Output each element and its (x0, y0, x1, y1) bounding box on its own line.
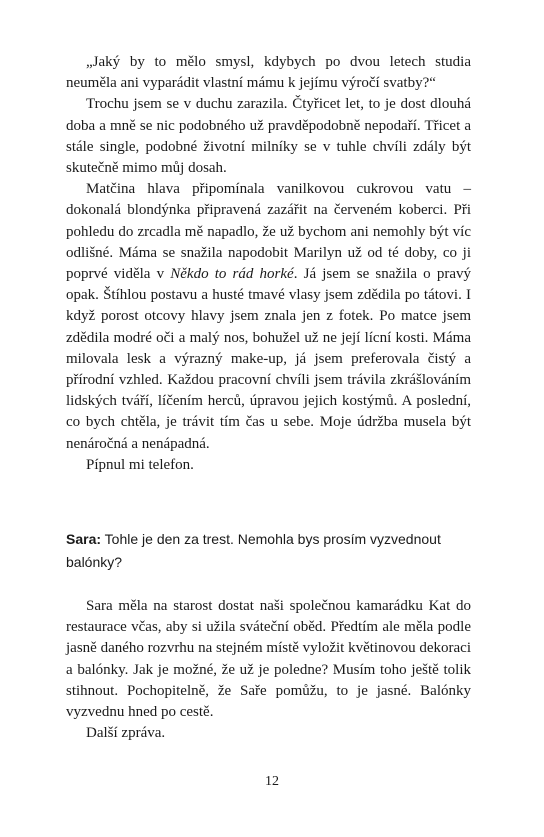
message-text: Tohle je den za trest. Nemohla bys prosím vyzvednout balónky? (66, 531, 441, 570)
paragraph: Trochu jsem se v duchu zarazila. Čtyřicet let, to je dost dlouhá doba a mně se nic podobného už pravděpodobně nepodaří. Třicet a stále single, podobné životní milníky se v tuhle chvíli zdály být skutečně mimo můj dosah. (66, 96, 471, 177)
text-block-top (66, 52, 471, 476)
paragraph (66, 179, 471, 455)
message-sender: Sara: (66, 531, 102, 547)
paragraph-text: Matčina hlava připomínala vanilkovou cukrovou vatu – dokonalá blondýnka připravená zazářit na červeném koberci. Při pohledu do zrcadla mě napadlo, že už bychom ani nemohly být víc odlišné. Máma se snažila napodobit Marilyn už od té doby, co ji poprvé viděla v (66, 181, 471, 283)
paragraph: „Jaký by to mělo smysl, kdybych po dvou letech studia neuměla ani vyparádit vlastní mámu k jejímu výročí svatby?“ (66, 54, 471, 92)
paragraph: Pípnul mi telefon. (86, 456, 194, 473)
paragraph-text: . Já jsem se snažila o pravý opak. Štíhlou postavu a husté tmavé vlasy jsem zdědila po tátovi. I když porost otcovy hlavy jsem znala jen z fotek. Po matce jsem zdědila modré oči a malý nos, bohužel už ne její lícní kosti. Máma milovala lesk a výrazný make-up, já jsem preferovala čistý a přírodní vzhled. Každou pracovní chvíli jsem trávila zkrášlováním lidských tváří, líčením herců, úpravou jejich kostýmů. A poslední, co bych chtěla, je trávit tím čas u sebe. Moje údržba musela být nenáročná a nenápadná. (66, 266, 471, 452)
paragraph: Sara měla na starost dostat naši společnou kamarádku Kat do restaurace včas, aby si užila sváteční oběd. Předtím ale měla podle jasně daného rozvrhu na stejném místě vyložit květinovou dekoraci a balónky. Jak je možné, že už je poledne? Musím toho ještě tolik stihnout. Pochopitelně, že Saře pomůžu, to je jasné. Balónky vyzvednu hned po cestě. (66, 598, 471, 721)
text-block-bottom (66, 596, 471, 744)
page-number: 12 (265, 774, 279, 789)
book-title: Někdo to rád horké (170, 266, 294, 283)
text-message (66, 528, 471, 574)
paragraph: Další zpráva. (86, 725, 166, 742)
